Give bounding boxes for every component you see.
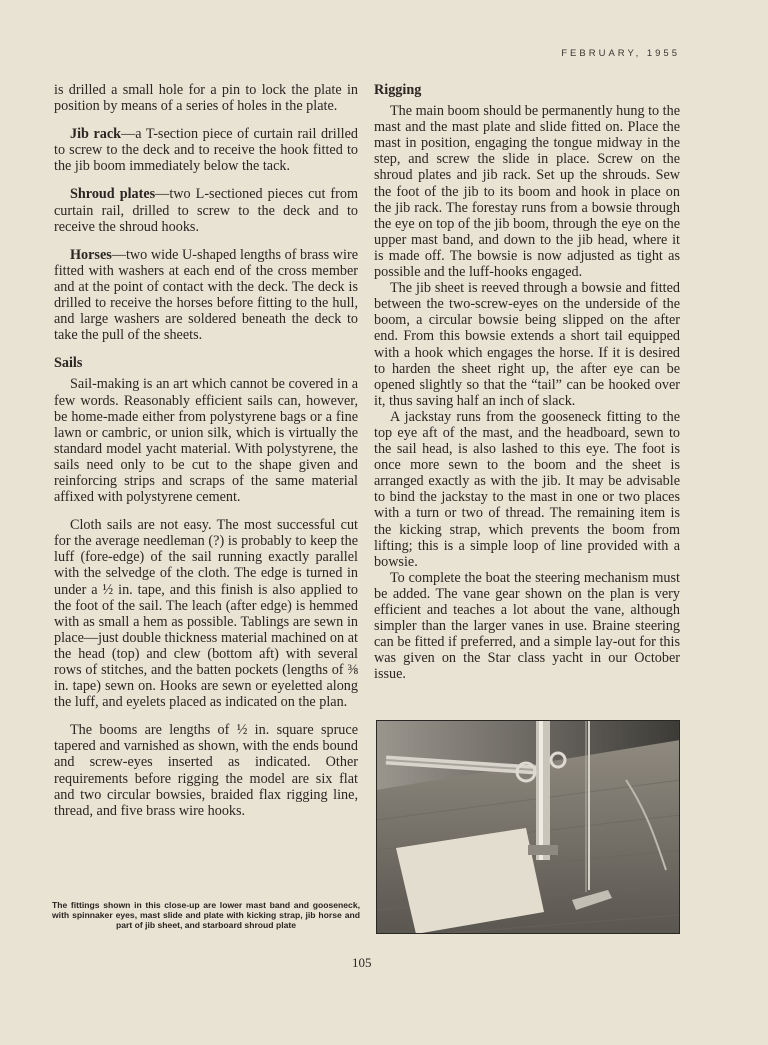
paragraph: The jib sheet is reeved through a bowsie and fitted between the two-screw-eyes on the underside of the boom, a circular bowsie being slipped on the after end. From this bowsie extends a short tail equipped with a hook which engages the horse. If it is desired to harden the sheet right up, the after eye can be opened slightly so that the “tail” can be hooked over it, thus saving half an inch of slack. (374, 280, 680, 409)
horses-paragraph (54, 247, 358, 344)
paragraph: To complete the boat the steering mechanism must be added. The vane gear shown on the plan is very efficient and teaches a lot about the vane, although simpler than the larger vanes in use. Braine steering can be fitted if preferred, and a simple lay-out for this was given on the Star class yacht in our October issue. (374, 569, 680, 683)
photo-illustration (376, 720, 680, 934)
photo-caption: The fittings shown in this close-up are lower mast band and gooseneck, with spinnaker eyes, mast slide and plate with kicking strap, jib horse and part of jib sheet, and starboard shroud plate (52, 900, 360, 930)
left-column (54, 82, 358, 831)
shroud-plates-lead: Shroud plates (70, 186, 156, 203)
running-header: FEBRUARY, 1955 (561, 48, 680, 59)
paragraph: is drilled a small hole for a pin to lock the plate in position by means of a series of holes in the plate. (54, 82, 358, 115)
horses-text: —two wide U-shaped lengths of brass wire fitted with washers at each end of the cross member and at the point of contact with the deck. The deck is drilled to receive the horses before fitting to the hull, and large washers are soldered beneath the deck to take the pull of the sheets. (54, 246, 358, 344)
paragraph: Sail-making is an art which cannot be covered in a few words. Reasonably efficient sails can, however, be home-made either from polystyrene bags or a fine lawn or cambric, or union silk, which is virtually the standard model yacht material. With polystyrene, the sails need only to be cut to the shape given and reinforcing strips and scraps of the same material affixed with polystyrene cement. (54, 376, 358, 506)
jib-rack-lead: Jib rack (70, 126, 122, 143)
right-column (374, 82, 680, 682)
horses-lead: Horses (70, 246, 112, 263)
paragraph: The booms are lengths of ½ in. square spruce tapered and varnished as shown, with the ends bound and screw-eyes inserted as indicated. Other requirements before rigging the model are six flat and two circular bowsies, braided flax rigging line, thread, and five brass wire hooks. (54, 722, 358, 819)
shroud-plates-paragraph (54, 186, 358, 234)
sails-heading: Sails (54, 355, 83, 372)
paragraph: A jackstay runs from the gooseneck fitting to the top eye aft of the mast, and the headboard, sewn to the sail head, is also lashed to this eye. The foot is once more sewn to the boom and the sheet is arranged exactly as with the jib. It may be advisable to bind the jackstay to the mast in one or two places with a turn or two of thread. The remaining item is the kicking strap, which prevents the boom from lifting; this is a simple loop of line provided with a bowsie. (374, 408, 680, 570)
page-number: 105 (352, 955, 372, 970)
fittings-photo (376, 720, 680, 934)
paragraph: The main boom should be permanently hung to the mast and the mast plate and slide fitted on. Place the mast in position, engaging the tongue midway in the step, and screw the slide in place. Screw on the shroud plates and jib rack. Set up the shrouds. Sew the foot of the jib to its boom and hook in place on the jib rack. The forestay runs from a bowsie through the eye on top of the jib boom, through the eye on the upper mast band, and down to the jib head, where it is made off. The bowsie is now adjusted as tight as possible and the luff-hooks engaged. (374, 103, 680, 281)
jib-rack-paragraph (54, 126, 358, 174)
rigging-heading: Rigging (374, 82, 422, 98)
jib-rack-text: —a T-section piece of curtain rail drilled to screw to the deck and to receive the hook fitted to the jib boom immediately below the tack. (54, 126, 358, 175)
shroud-plates-text: —two L-sectioned pieces cut from curtain rail, drilled to screw to the deck and to receive the shroud hooks. (54, 186, 358, 235)
paragraph: Cloth sails are not easy. The most successful cut for the average needleman (?) is probably to keep the luff (fore-edge) of the sail running exactly parallel with the selvedge of the cloth. The edge is turned in under a ½ in. tape, and this finish is also applied to the foot of the sail. The leach (after edge) is hemmed with as small a hem as possible. Tablings are sewn in place—just double thickness material machined on at the head (top) and clew (bottom aft) with several rows of stitches, and the batten pockets (lengths of ⅜ in. tape) sewn on. Hooks are sewn or eyeletted along the luff, and eyelets placed as indicated on the plan. (54, 517, 358, 711)
